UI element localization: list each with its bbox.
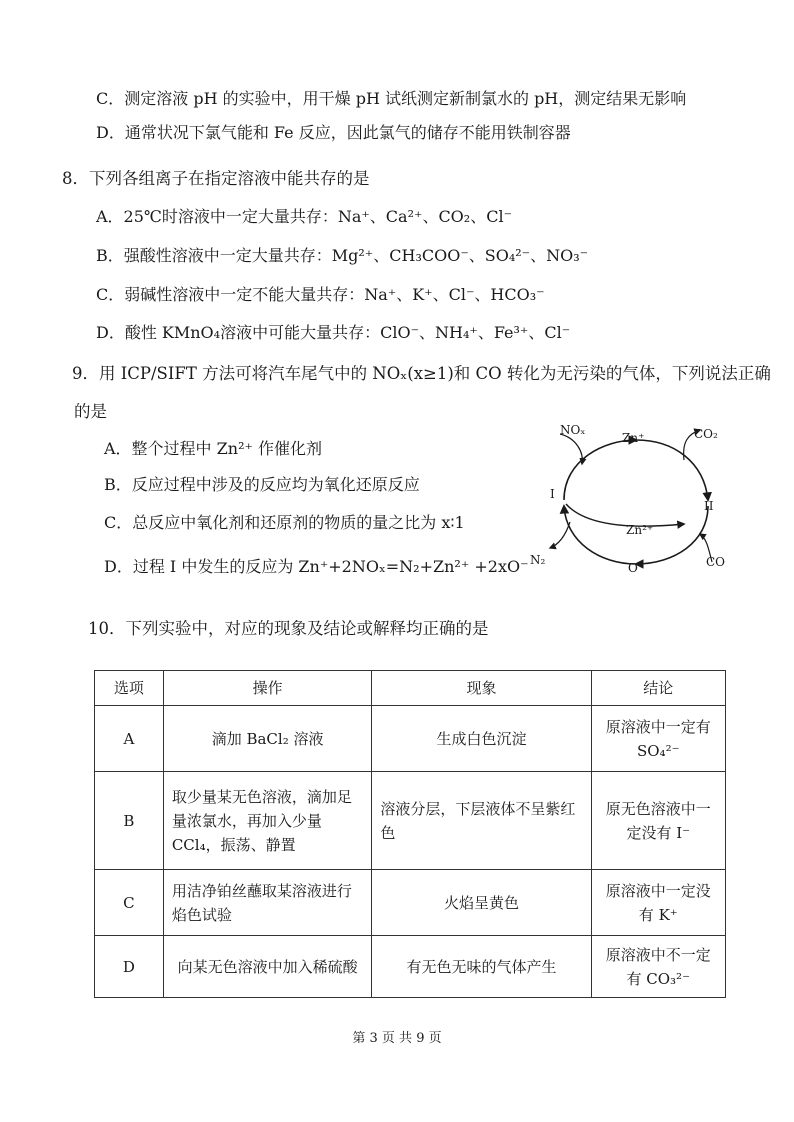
nox-input-arrow [560, 434, 582, 464]
row-option: D [95, 936, 164, 998]
question-10-stem: 10．下列实验中，对应的现象及结论或解释均正确的是 [88, 619, 489, 638]
q8-option-a: A．25℃时溶液中一定大量共存：Na⁺、Ca²⁺、CO₂、Cl⁻ [96, 207, 513, 226]
table-row [95, 870, 726, 936]
row-phenomenon: 火焰呈黄色 [372, 870, 591, 936]
row-phenomenon: 溶液分层，下层液体不呈紫红色 [372, 772, 591, 870]
row-option: A [95, 706, 164, 772]
experiment-table [94, 670, 726, 998]
header-phenomenon: 现象 [372, 671, 591, 706]
q9-option-b: B．反应过程中涉及的反应均为氧化还原反应 [104, 475, 420, 494]
q9-option-a: A．整个过程中 Zn²⁺ 作催化剂 [104, 439, 323, 458]
table-row [95, 936, 726, 998]
cycle-arc-left-top [564, 440, 636, 500]
q8-option-b: B．强酸性溶液中一定大量共存：Mg²⁺、CH₃COO⁻、SO₄²⁻、NO₃⁻ [96, 246, 589, 265]
q9-option-c: C．总反应中氧化剂和还原剂的物质的量之比为 x∶1 [104, 513, 465, 532]
row-conclusion: 原溶液中一定有 SO₄²⁻ [591, 706, 725, 772]
row-option: B [95, 772, 164, 870]
q8-option-d: D．酸性 KMnO₄溶液中可能大量共存：ClO⁻、NH₄⁺、Fe³⁺、Cl⁻ [96, 323, 571, 342]
row-operation: 滴加 BaCl₂ 溶液 [163, 706, 372, 772]
label-nox: NOₓ [560, 423, 586, 437]
question-9-stem-cont: 的是 [74, 402, 107, 421]
question-9-stem: 9．用 ICP/SIFT 方法可将汽车尾气中的 NOₓ(x≥1)和 CO 转化为无污染的气体，下列说法正确 [72, 364, 771, 383]
row-option: C [95, 870, 164, 936]
table-row [95, 706, 726, 772]
catalytic-cycle-diagram [524, 412, 740, 582]
label-o-minus: O⁻ [628, 561, 645, 575]
header-option: 选项 [95, 671, 164, 706]
label-zn-plus: Zn⁺ [622, 431, 645, 445]
question-8-stem: 8．下列各组离子在指定溶液中能共存的是 [62, 169, 370, 188]
page-footer: 第 3 页 共 9 页 [352, 1031, 442, 1046]
label-co2: CO₂ [694, 427, 718, 441]
label-n2: N₂ [530, 553, 546, 567]
table-row [95, 772, 726, 870]
n2-output-arrow [550, 522, 570, 548]
cycle-arc-right-top [636, 440, 708, 500]
row-conclusion: 原溶液中不一定有 CO₃²⁻ [591, 936, 725, 998]
header-operation: 操作 [163, 671, 372, 706]
row-operation: 取少量某无色溶液，滴加足量浓氯水，再加入少量 CCl₄，振荡、静置 [163, 772, 372, 870]
table-header-row [95, 671, 726, 706]
q7-option-c: C．测定溶液 pH 的实验中，用干燥 pH 试纸测定新制氯水的 pH，测定结果无影响 [96, 89, 687, 108]
q9-option-d: D．过程 I 中发生的反应为 Zn⁺+2NOₓ=N₂+Zn²⁺ +2xO⁻ [104, 557, 529, 576]
q8-option-c: C．弱碱性溶液中一定不能大量共存：Na⁺、K⁺、Cl⁻、HCO₃⁻ [96, 285, 545, 304]
label-zn2-plus: Zn²⁺ [626, 523, 654, 537]
q7-option-d: D．通常状况下氯气能和 Fe 反应，因此氯气的储存不能用铁制容器 [96, 123, 571, 142]
label-process-ii: II [704, 499, 714, 513]
row-phenomenon: 有无色无味的气体产生 [372, 936, 591, 998]
row-operation: 向某无色溶液中加入稀硫酸 [163, 936, 372, 998]
header-conclusion: 结论 [591, 671, 725, 706]
row-conclusion: 原溶液中一定没有 K⁺ [591, 870, 725, 936]
label-process-i: I [550, 487, 555, 501]
label-co: CO [706, 555, 726, 569]
row-operation: 用洁净铂丝蘸取某溶液进行焰色试验 [163, 870, 372, 936]
row-phenomenon: 生成白色沉淀 [372, 706, 591, 772]
inner-arrow [566, 504, 684, 526]
row-conclusion: 原无色溶液中一定没有 I⁻ [591, 772, 725, 870]
